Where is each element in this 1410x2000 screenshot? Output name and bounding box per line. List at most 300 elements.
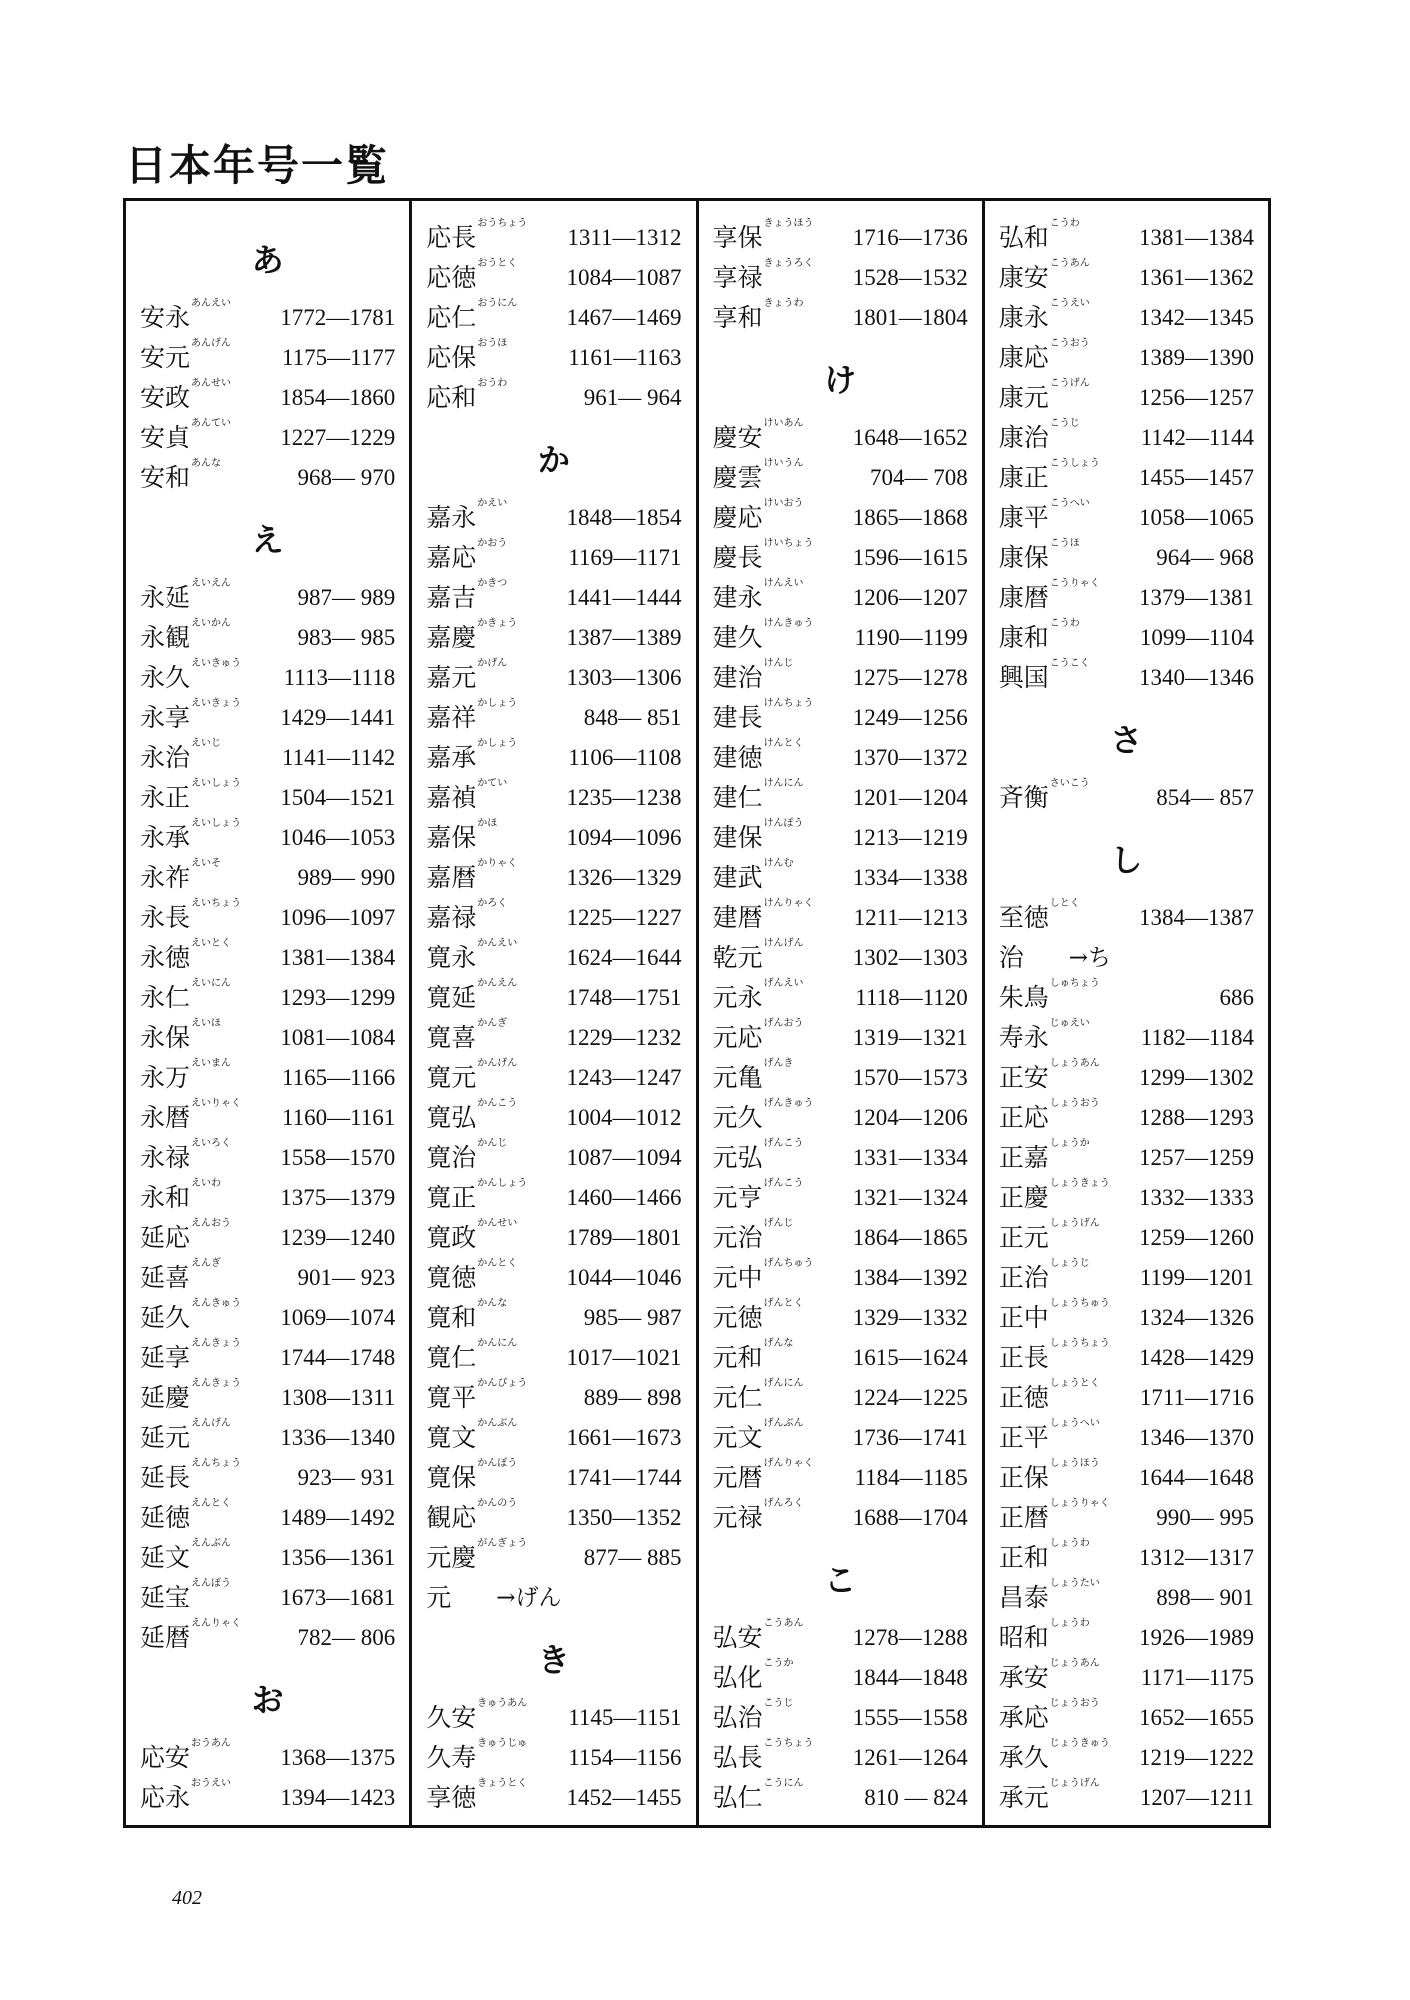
era-reading: えんおう — [191, 1217, 232, 1229]
era-name — [140, 298, 260, 339]
era-kanji: 康平 — [998, 502, 1049, 532]
era-entry — [999, 1658, 1254, 1698]
era-kanji: 正中 — [998, 1302, 1049, 1332]
era-kanji: 延喜 — [140, 1262, 191, 1292]
era-kanji: 寛正 — [426, 1182, 477, 1212]
era-reading: えいりゃく — [191, 1097, 242, 1109]
era-name — [999, 1418, 1119, 1459]
era-name — [713, 498, 833, 539]
era-name — [426, 338, 546, 379]
era-reading: がんぎょう — [477, 1537, 528, 1549]
era-entry — [426, 338, 681, 378]
era-years: 1661—1673 — [566, 1425, 682, 1450]
era-entry — [713, 298, 968, 338]
era-kanji: 建治 — [712, 662, 763, 692]
era-reading: あんえい — [191, 297, 232, 309]
era-kanji: 正長 — [998, 1342, 1049, 1372]
era-entry — [999, 338, 1254, 378]
era-entry — [140, 938, 395, 978]
era-column — [985, 201, 1268, 1825]
era-name — [140, 1738, 260, 1779]
era-kanji: 康治 — [998, 422, 1049, 452]
era-years: 1570—1573 — [852, 1065, 968, 1090]
era-reading: しょうか — [1049, 1137, 1090, 1149]
era-entry — [713, 538, 968, 578]
era-kanji: 永久 — [140, 662, 191, 692]
era-kanji: 昌泰 — [998, 1582, 1049, 1612]
era-entry — [140, 1138, 395, 1178]
era-name — [999, 578, 1119, 619]
era-kanji: 永和 — [140, 1182, 191, 1212]
era-reading: けんきゅう — [763, 617, 814, 629]
era-entry — [140, 698, 395, 738]
era-reading: げんこう — [763, 1137, 804, 1149]
era-years: 1346—1370 — [1139, 1425, 1254, 1450]
era-years: 1303—1306 — [566, 665, 682, 690]
era-name — [426, 218, 546, 259]
era-name — [426, 1778, 546, 1819]
era-name — [140, 818, 260, 859]
era-kanji: 康暦 — [998, 582, 1049, 612]
era-kanji: 寛弘 — [426, 1102, 477, 1132]
era-kanji: 延久 — [140, 1302, 191, 1332]
era-years: 1319—1321 — [852, 1025, 968, 1050]
era-kanji: 永仁 — [140, 982, 191, 1012]
era-entry — [140, 1178, 395, 1218]
era-kanji: 建永 — [712, 582, 763, 612]
era-kanji: 承久 — [998, 1742, 1049, 1772]
era-years: 1096—1097 — [280, 905, 396, 930]
era-name — [713, 538, 833, 579]
era-entry — [999, 578, 1254, 618]
era-years: 1370—1372 — [852, 745, 968, 770]
era-entry — [999, 898, 1254, 938]
era-entry — [713, 978, 968, 1018]
era-years: 1118—1120 — [855, 985, 968, 1010]
era-kanji: 元中 — [712, 1262, 763, 1292]
era-name — [426, 818, 546, 859]
era-kanji: 弘安 — [712, 1622, 763, 1652]
era-years: 1854—1860 — [280, 385, 396, 410]
era-entry — [999, 458, 1254, 498]
era-years: 1744—1748 — [280, 1345, 396, 1370]
era-reading: かんぶん — [477, 1417, 518, 1429]
era-years: 1688—1704 — [852, 1505, 968, 1530]
era-entry — [140, 1578, 395, 1618]
era-entry — [140, 338, 395, 378]
era-reading: こうじ — [763, 1697, 794, 1709]
era-reading: かしょう — [477, 737, 518, 749]
era-kanji: 正保 — [998, 1462, 1049, 1492]
era-name — [426, 1458, 546, 1499]
era-kanji: 享保 — [712, 222, 763, 252]
era-years: 704— 708 — [870, 465, 968, 490]
era-kanji: 応徳 — [426, 262, 477, 292]
era-name — [140, 1778, 260, 1819]
era-years: 1204—1206 — [852, 1105, 968, 1130]
era-entry — [140, 1618, 395, 1658]
era-name — [140, 418, 260, 459]
era-years: 1504—1521 — [280, 785, 396, 810]
era-reading: けんりゃく — [763, 897, 814, 909]
era-entry — [713, 1738, 968, 1778]
era-kanji: 延徳 — [140, 1502, 191, 1532]
era-kanji: 元治 — [712, 1222, 763, 1252]
era-kanji: 康元 — [998, 382, 1049, 412]
era-kanji: 建保 — [712, 822, 763, 852]
era-reading: けんじ — [763, 657, 794, 669]
era-entry — [999, 1458, 1254, 1498]
era-kanji: 慶安 — [712, 422, 763, 452]
era-entry — [426, 738, 681, 778]
era-years: 1225—1227 — [566, 905, 682, 930]
era-reading: えんきょう — [191, 1377, 242, 1389]
era-name — [426, 1338, 546, 1379]
era-entry — [999, 1418, 1254, 1458]
era-name — [713, 1418, 833, 1459]
era-years: 1243—1247 — [566, 1065, 682, 1090]
era-entry — [713, 938, 968, 978]
era-entry — [426, 1498, 681, 1538]
era-kanji: 弘化 — [712, 1662, 763, 1692]
era-reading: かんにん — [477, 1337, 518, 1349]
era-entry — [426, 698, 681, 738]
era-name — [999, 978, 1119, 1019]
era-kanji: 康安 — [998, 262, 1049, 292]
era-entry — [999, 498, 1254, 538]
era-kanji: 永治 — [140, 742, 191, 772]
era-entry — [140, 1738, 395, 1778]
era-years: 1165—1166 — [281, 1065, 396, 1090]
era-entry — [999, 418, 1254, 458]
era-name — [999, 1658, 1119, 1699]
era-reading: えんちょう — [191, 1457, 242, 1469]
era-reading: こうちょう — [763, 1737, 814, 1749]
era-kanji: 嘉永 — [426, 502, 477, 532]
era-name — [140, 1178, 260, 1219]
era-years: 1249—1256 — [852, 705, 968, 730]
era-years: 1428—1429 — [1139, 1345, 1254, 1370]
era-name — [999, 1098, 1119, 1139]
era-years: 1308—1311 — [281, 1385, 396, 1410]
era-name — [713, 1218, 833, 1259]
era-entry — [140, 1458, 395, 1498]
era-kanji: 正嘉 — [998, 1142, 1049, 1172]
era-kanji: 承安 — [998, 1662, 1049, 1692]
era-years: 1312—1317 — [1139, 1545, 1254, 1570]
era-name — [999, 1378, 1119, 1419]
era-reading: こうわ — [1049, 617, 1080, 629]
era-kanji: 永観 — [140, 622, 191, 652]
era-kanji: 承応 — [998, 1702, 1049, 1732]
era-entry — [426, 1338, 681, 1378]
era-reading: かんぎ — [477, 1017, 508, 1029]
era-entry — [140, 1098, 395, 1138]
era-reading: おうにん — [477, 297, 518, 309]
era-entry — [999, 1698, 1254, 1738]
era-entry — [713, 458, 968, 498]
era-kanji: 嘉禎 — [426, 782, 477, 812]
era-entry — [713, 1258, 968, 1298]
era-name — [999, 498, 1119, 539]
era-reading: かんな — [477, 1297, 508, 1309]
era-entry — [140, 1258, 395, 1298]
era-kanji: 建久 — [712, 622, 763, 652]
era-kanji: 正安 — [998, 1062, 1049, 1092]
era-entry — [426, 1058, 681, 1098]
era-entry — [426, 1218, 681, 1258]
era-kanji: 慶応 — [712, 502, 763, 532]
era-years: 1384—1392 — [852, 1265, 968, 1290]
era-name — [999, 1538, 1119, 1579]
era-reading: あんな — [191, 457, 222, 469]
era-years: 1302—1303 — [852, 945, 968, 970]
era-entry — [713, 1018, 968, 1058]
era-kanji: 延元 — [140, 1422, 191, 1452]
era-kanji: 嘉吉 — [426, 582, 477, 612]
era-name — [999, 218, 1119, 259]
era-entry — [426, 1018, 681, 1058]
era-entry — [426, 1178, 681, 1218]
era-years: 1848—1854 — [566, 505, 682, 530]
era-name — [140, 698, 260, 739]
era-reading: げんえい — [763, 977, 804, 989]
era-name — [426, 698, 546, 739]
era-kanji: 享徳 — [426, 1782, 477, 1812]
era-years: 1321—1324 — [852, 1185, 968, 1210]
era-years: 1368—1375 — [280, 1745, 396, 1770]
era-name — [140, 1578, 260, 1619]
era-entry — [426, 1298, 681, 1338]
era-kanji: 寛文 — [426, 1422, 477, 1452]
era-years: 1069—1074 — [280, 1305, 396, 1330]
era-years: 1356—1361 — [280, 1545, 396, 1570]
era-entry — [999, 258, 1254, 298]
era-cross-reference — [999, 938, 1254, 978]
era-entry — [999, 1338, 1254, 1378]
kana-section-heading: え — [251, 521, 284, 559]
era-name — [713, 1498, 833, 1539]
era-name — [999, 1338, 1119, 1379]
era-reading: しょうちょう — [1049, 1337, 1110, 1349]
era-kanji: 寛元 — [426, 1062, 477, 1092]
era-kanji: 寿永 — [998, 1022, 1049, 1052]
era-years: 1381—1384 — [280, 945, 396, 970]
era-name — [713, 778, 833, 819]
era-years: 1387—1389 — [566, 625, 682, 650]
era-years: 1329—1332 — [852, 1305, 968, 1330]
era-name — [713, 258, 833, 299]
era-kanji: 弘和 — [998, 222, 1049, 252]
era-reading: かりゃく — [477, 857, 518, 869]
era-kanji: 元和 — [712, 1342, 763, 1372]
era-reading: しょうちゅう — [1049, 1297, 1110, 1309]
era-name — [713, 1618, 833, 1659]
era-entry — [140, 898, 395, 938]
era-reading: きゅうあん — [477, 1697, 528, 1709]
kana-section-heading: お — [251, 1681, 284, 1719]
era-name — [999, 1258, 1119, 1299]
era-entry — [426, 498, 681, 538]
era-name — [999, 1138, 1119, 1179]
era-years: 854— 857 — [1156, 785, 1254, 810]
era-kanji: 元亨 — [712, 1182, 763, 1212]
era-kanji: 寛喜 — [426, 1022, 477, 1052]
era-kanji: 永祚 — [140, 862, 191, 892]
era-entry — [426, 1778, 681, 1818]
era-kanji: 安政 — [140, 382, 191, 412]
era-kanji: 正元 — [998, 1222, 1049, 1252]
era-entry — [713, 418, 968, 458]
era-entry — [713, 778, 968, 818]
era-kanji: 嘉保 — [426, 822, 477, 852]
era-name — [426, 1738, 546, 1779]
era-reading: げんぶん — [763, 1417, 804, 1429]
era-entry — [426, 978, 681, 1018]
era-kanji: 建徳 — [712, 742, 763, 772]
cross-reference-target: →げん — [496, 1585, 562, 1611]
era-entry — [140, 1498, 395, 1538]
era-name — [140, 1538, 260, 1579]
era-entry — [426, 298, 681, 338]
era-reading: かんげん — [477, 1057, 518, 1069]
era-years: 1229—1232 — [566, 1025, 682, 1050]
era-entry — [140, 1058, 395, 1098]
era-kanji: 元弘 — [712, 1142, 763, 1172]
era-entry — [713, 1498, 968, 1538]
page-title: 日本年号一覧 — [125, 141, 390, 191]
era-entry — [713, 738, 968, 778]
kana-section-heading: け — [824, 361, 857, 399]
era-years: 1460—1466 — [566, 1185, 682, 1210]
era-name — [999, 1218, 1119, 1259]
era-reading: こうほ — [1049, 537, 1080, 549]
era-name — [426, 738, 546, 779]
era-years: 1278—1288 — [852, 1625, 968, 1650]
era-reading: げんき — [763, 1057, 794, 1069]
era-kanji: 嘉暦 — [426, 862, 477, 892]
era-name — [713, 1138, 833, 1179]
era-kanji: 延暦 — [140, 1622, 191, 1652]
era-kanji: 康永 — [998, 302, 1049, 332]
era-years: 1342—1345 — [1139, 305, 1254, 330]
era-reading: おうちょう — [477, 217, 528, 229]
era-kanji: 治 — [998, 943, 1024, 972]
era-reading: けいあん — [763, 417, 804, 429]
era-reading: かきつ — [477, 577, 508, 589]
era-kanji: 延慶 — [140, 1382, 191, 1412]
era-kanji: 安貞 — [140, 422, 191, 452]
era-name — [426, 778, 546, 819]
era-years: 1394—1423 — [280, 1785, 396, 1810]
era-entry — [999, 298, 1254, 338]
cross-reference-target: →ち — [1068, 945, 1112, 971]
kana-section-heading: あ — [251, 241, 284, 279]
era-entry — [426, 1458, 681, 1498]
era-years: 1257—1259 — [1139, 1145, 1254, 1170]
era-reading: えいわ — [191, 1177, 222, 1189]
era-reading: えいえん — [191, 577, 232, 589]
era-reading: こうわ — [1049, 217, 1080, 229]
era-reading: こうか — [763, 1657, 794, 1669]
era-reading: きょうとく — [477, 1777, 528, 1789]
era-kanji: 正徳 — [998, 1382, 1049, 1412]
era-entry — [999, 1218, 1254, 1258]
era-reading: きょうほう — [763, 217, 814, 229]
era-years: 898— 901 — [1156, 1585, 1254, 1610]
era-entry — [426, 1378, 681, 1418]
era-name — [140, 618, 260, 659]
era-name — [426, 1418, 546, 1459]
era-years: 1190—1199 — [854, 625, 968, 650]
era-entry — [426, 1698, 681, 1738]
era-entry — [999, 658, 1254, 698]
era-column — [126, 201, 412, 1825]
kana-section-heading: こ — [824, 1561, 857, 1599]
era-years: 983— 985 — [297, 625, 396, 650]
era-reading: こうしょう — [1049, 457, 1100, 469]
era-years: 810 — 824 — [864, 1785, 968, 1810]
era-entry — [999, 1098, 1254, 1138]
era-entry — [999, 778, 1254, 818]
era-name — [140, 1338, 260, 1379]
era-name — [140, 938, 260, 979]
era-kanji: 建長 — [712, 702, 763, 732]
era-name — [999, 418, 1119, 459]
era-kanji: 康応 — [998, 342, 1049, 372]
era-reading: じょうあん — [1049, 1657, 1100, 1669]
era-entry — [426, 898, 681, 938]
kana-section-heading: か — [537, 441, 570, 479]
era-reading: おうとく — [477, 257, 518, 269]
era-entry — [713, 1058, 968, 1098]
era-kanji: 康和 — [998, 622, 1049, 652]
era-reading: しょうきょう — [1049, 1177, 1110, 1189]
era-years: 1227—1229 — [280, 425, 396, 450]
era-name — [140, 658, 260, 699]
era-name — [426, 1298, 546, 1339]
era-years: 1145—1151 — [568, 1705, 682, 1730]
era-kanji: 昭和 — [998, 1622, 1049, 1652]
era-kanji: 弘治 — [712, 1702, 763, 1732]
kana-section-heading: し — [1110, 841, 1143, 879]
era-years: 1429—1441 — [280, 705, 396, 730]
era-reading: しょうわ — [1049, 1537, 1090, 1549]
era-years: 1275—1278 — [852, 665, 968, 690]
era-years: 1160—1161 — [281, 1105, 396, 1130]
era-kanji: 安元 — [140, 342, 191, 372]
era-name — [713, 1338, 833, 1379]
era-name — [713, 938, 833, 979]
era-entry — [713, 858, 968, 898]
era-name — [999, 1298, 1119, 1339]
era-name — [140, 858, 260, 899]
era-years: 1844—1848 — [852, 1665, 968, 1690]
era-kanji: 永徳 — [140, 942, 191, 972]
era-reading: けんげん — [763, 937, 804, 949]
era-reading: げんじ — [763, 1217, 794, 1229]
era-name — [140, 778, 260, 819]
era-kanji: 斉衡 — [998, 782, 1049, 812]
era-reading: えんとく — [191, 1497, 232, 1509]
era-years: 1256—1257 — [1139, 385, 1254, 410]
era-reading: けんむ — [763, 857, 794, 869]
era-name — [713, 1258, 833, 1299]
era-reading: えいかん — [191, 617, 232, 629]
era-years: 1299—1302 — [1139, 1065, 1254, 1090]
era-years: 1044—1046 — [566, 1265, 682, 1290]
era-reading: えんりゃく — [191, 1617, 242, 1629]
